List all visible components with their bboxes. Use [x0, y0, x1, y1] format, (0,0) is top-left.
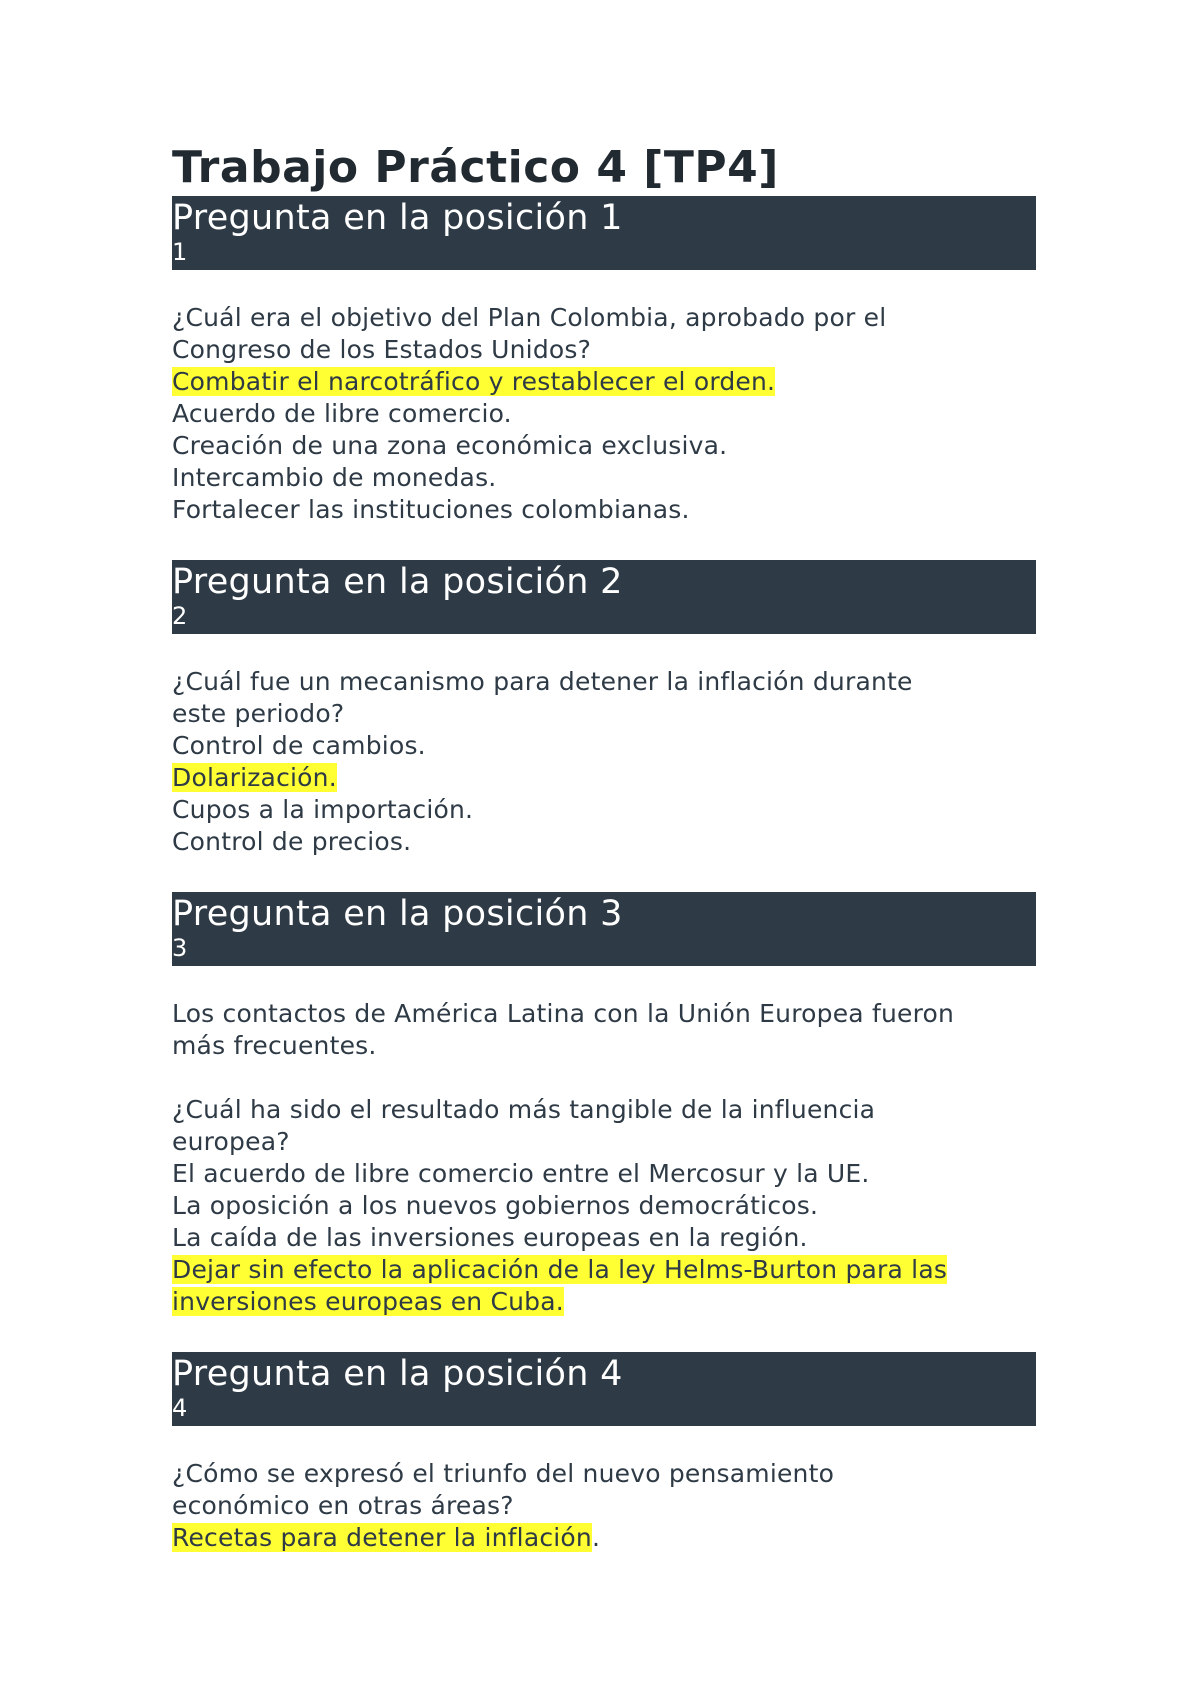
- answer-option: Control de cambios.: [172, 731, 426, 760]
- question-header-1: [172, 196, 1036, 270]
- question-body-4: [172, 1426, 1036, 1554]
- question-prompt-line: ¿Cómo se expresó el triunfo del nuevo pensamiento: [172, 1459, 835, 1488]
- question-block-1: [172, 196, 1036, 526]
- answer-option-correct: [172, 1286, 1036, 1318]
- answer-option: Cupos a la importación.: [172, 795, 474, 824]
- answer-option-correct: [172, 762, 1036, 794]
- paragraph-spacer: [172, 1062, 1036, 1094]
- section-gap: [172, 526, 1036, 560]
- question-header-2: [172, 560, 1036, 634]
- question-header-title: Pregunta en la posición 2: [172, 562, 623, 602]
- section-gap: [172, 1318, 1036, 1352]
- correct-answer-highlight: Recetas para detener la inflación: [172, 1523, 592, 1552]
- question-body-2: [172, 634, 1036, 858]
- question-header-3: [172, 892, 1036, 966]
- question-number: 1: [172, 238, 188, 266]
- section-gap: [172, 858, 1036, 892]
- answer-option-correct: [172, 366, 1036, 398]
- correct-answer-highlight: Dejar sin efecto la aplicación de la ley Helms-Burton para las: [172, 1255, 948, 1284]
- question-prompt-line: ¿Cuál era el objetivo del Plan Colombia, aprobado por el: [172, 303, 887, 332]
- answer-option: Creación de una zona económica exclusiva.: [172, 431, 728, 460]
- question-number: 4: [172, 1394, 188, 1422]
- correct-answer-highlight: inversiones europeas en Cuba.: [172, 1287, 564, 1316]
- answer-option: Fortalecer las instituciones colombianas.: [172, 495, 690, 524]
- answer-option-correct: [172, 1522, 1036, 1554]
- answer-suffix: .: [591, 1523, 601, 1552]
- question-context-line: más frecuentes.: [172, 1031, 377, 1060]
- question-body-3: [172, 966, 1036, 1318]
- question-block-3: [172, 892, 1036, 1318]
- answer-option: La oposición a los nuevos gobiernos democráticos.: [172, 1191, 819, 1220]
- question-prompt-line: económico en otras áreas?: [172, 1491, 514, 1520]
- question-header-4: [172, 1352, 1036, 1426]
- answer-option: Intercambio de monedas.: [172, 463, 497, 492]
- question-header-title: Pregunta en la posición 1: [172, 198, 623, 238]
- document-page: [172, 140, 1036, 1554]
- question-prompt-line: este periodo?: [172, 699, 345, 728]
- question-block-4: [172, 1352, 1036, 1554]
- answer-option: Acuerdo de libre comercio.: [172, 399, 512, 428]
- question-block-2: [172, 560, 1036, 858]
- question-prompt-line: europea?: [172, 1127, 290, 1156]
- answer-option: La caída de las inversiones europeas en la región.: [172, 1223, 808, 1252]
- document-title: Trabajo Práctico 4 [TP4]: [172, 142, 779, 193]
- question-prompt-line: Congreso de los Estados Unidos?: [172, 335, 592, 364]
- answer-option-correct: [172, 1254, 1036, 1286]
- question-header-title: Pregunta en la posición 4: [172, 1354, 623, 1394]
- question-body-1: [172, 270, 1036, 526]
- answer-option: El acuerdo de libre comercio entre el Mercosur y la UE.: [172, 1159, 870, 1188]
- question-number: 3: [172, 934, 188, 962]
- answer-option: Control de precios.: [172, 827, 412, 856]
- correct-answer-highlight: Combatir el narcotráfico y restablecer el orden.: [172, 367, 776, 396]
- correct-answer-highlight: Dolarización.: [172, 763, 337, 792]
- question-number: 2: [172, 602, 188, 630]
- question-header-title: Pregunta en la posición 3: [172, 894, 623, 934]
- question-prompt-line: ¿Cuál ha sido el resultado más tangible de la influencia: [172, 1095, 876, 1124]
- question-prompt-line: ¿Cuál fue un mecanismo para detener la inflación durante: [172, 667, 913, 696]
- question-context-line: Los contactos de América Latina con la Unión Europea fueron: [172, 999, 955, 1028]
